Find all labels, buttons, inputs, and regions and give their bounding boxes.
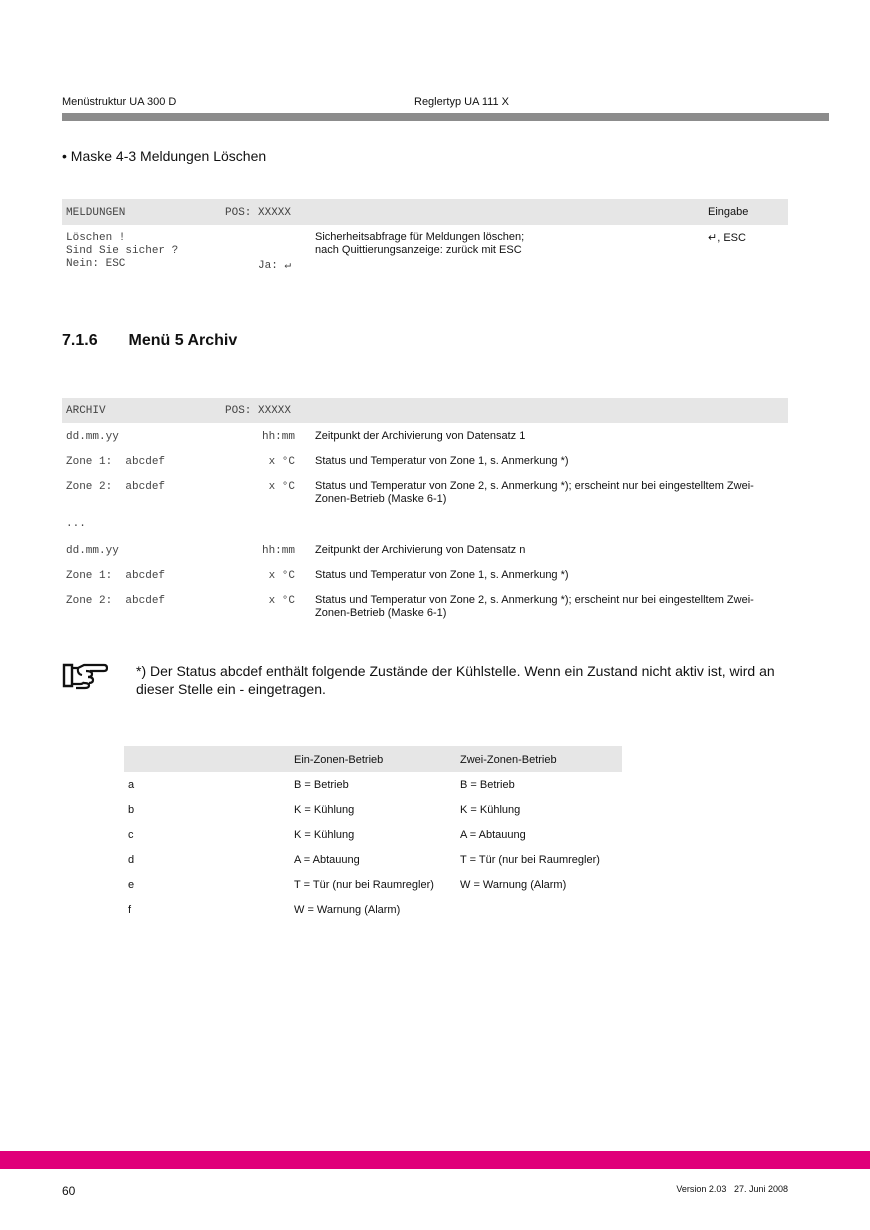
status-row-key: f (128, 904, 132, 916)
status-row-key: c (128, 829, 134, 841)
archiv-row-desc: Status und Temperatur von Zone 1, s. Anmerkung *) (315, 569, 569, 581)
archiv-row-left: Zone 2: abcdef (66, 481, 166, 493)
screen-line: Nein: ESC (66, 258, 126, 270)
archiv-row-ellipsis: ... (66, 518, 86, 530)
page-number: 60 (62, 1184, 76, 1198)
screen-line: Sind Sie sicher ? (66, 245, 179, 257)
archiv-header-band (62, 398, 788, 423)
desc-line: Status und Temperatur von Zone 2, s. Anmerkung *); erscheint nur bei eingestelltem Zwei- (315, 480, 754, 492)
status-row-key: b (128, 804, 135, 816)
archiv-row-desc (315, 480, 754, 506)
meldungen-input: ↵, ESC (708, 232, 746, 244)
archiv-row-desc (315, 594, 754, 620)
status-row-ein: B = Betrieb (294, 779, 349, 791)
status-row-key: e (128, 879, 135, 891)
status-row-ein: W = Warnung (Alarm) (294, 904, 401, 916)
archiv-row-right: x °C (268, 570, 295, 582)
status-header-ein: Ein-Zonen-Betrieb (294, 754, 384, 766)
meldungen-header-title: MELDUNGEN (66, 207, 126, 219)
archiv-row-left: Zone 1: abcdef (66, 456, 166, 468)
header-left: Menüstruktur UA 300 D (62, 96, 177, 108)
archiv-row-left: Zone 2: abcdef (66, 595, 166, 607)
archiv-row-right: x °C (268, 595, 295, 607)
description-line: Sicherheitsabfrage für Meldungen löschen; (315, 231, 525, 243)
archiv-row-left: dd.mm.yy (66, 545, 119, 557)
status-row-key: d (128, 854, 135, 866)
status-row-key: a (128, 779, 135, 791)
status-row-zwei: W = Warnung (Alarm) (460, 879, 567, 891)
footer-accent-bar (0, 1151, 870, 1169)
note-text: *) Der Status abcdef enthält folgende Zustände der Kühlstelle. Wenn ein Zustand nicht aktiv ist, wird an dieser Stelle ein - eingetragen. (136, 663, 775, 697)
archiv-row-left: dd.mm.yy (66, 431, 119, 443)
meldungen-header-pos: POS: XXXXX (225, 207, 292, 219)
status-row-ein: K = Kühlung (294, 804, 355, 816)
section-title: Menü 5 Archiv (128, 332, 238, 349)
meldungen-screen (66, 232, 178, 271)
status-row-ein: A = Abtauung (294, 854, 360, 866)
section-number: 7.1.6 (62, 332, 98, 349)
status-header-zwei: Zwei-Zonen-Betrieb (460, 754, 557, 766)
archiv-row-desc: Status und Temperatur von Zone 1, s. Anmerkung *) (315, 455, 569, 467)
screen-ja: Ja: ↵ (258, 260, 292, 272)
bullet-heading (62, 148, 266, 164)
desc-line: Zonen-Betrieb (Maske 6-1) (315, 607, 447, 619)
archiv-header-title: ARCHIV (66, 405, 106, 417)
meldungen-description (315, 231, 524, 257)
bullet-text: Maske 4-3 Meldungen Löschen (70, 148, 267, 164)
pointing-hand-icon (62, 662, 108, 690)
bullet-dot: • (62, 148, 71, 164)
meldungen-header-band (62, 199, 788, 225)
archiv-row-right: hh:mm (261, 431, 295, 443)
archiv-row-desc: Zeitpunkt der Archivierung von Datensatz n (315, 544, 526, 556)
archiv-row-right: hh:mm (261, 545, 295, 557)
version-info: Version 2.03 27. Juni 2008 (676, 1184, 788, 1194)
status-row-zwei: T = Tür (nur bei Raumregler) (460, 854, 600, 866)
header-rule (62, 113, 829, 121)
header-center: Reglertyp UA 111 X (414, 96, 509, 108)
section-heading (62, 332, 237, 350)
status-row-zwei: K = Kühlung (460, 804, 521, 816)
status-row-zwei: B = Betrieb (460, 779, 515, 791)
archiv-row-desc: Zeitpunkt der Archivierung von Datensatz 1 (315, 430, 526, 442)
archiv-row-left: Zone 1: abcdef (66, 570, 166, 582)
screen-line: Löschen ! (66, 232, 126, 244)
status-row-zwei: A = Abtauung (460, 829, 526, 841)
archiv-header-pos: POS: XXXXX (225, 405, 292, 417)
meldungen-header-eingabe: Eingabe (708, 206, 749, 218)
desc-line: Status und Temperatur von Zone 2, s. Anmerkung *); erscheint nur bei eingestelltem Zwei- (315, 594, 754, 606)
desc-line: Zonen-Betrieb (Maske 6-1) (315, 493, 447, 505)
status-row-ein: T = Tür (nur bei Raumregler) (294, 879, 434, 891)
description-line: nach Quittierungsanzeige: zurück mit ESC (315, 244, 522, 256)
archiv-row-right: x °C (268, 456, 295, 468)
status-row-ein: K = Kühlung (294, 829, 355, 841)
archiv-row-right: x °C (268, 481, 295, 493)
